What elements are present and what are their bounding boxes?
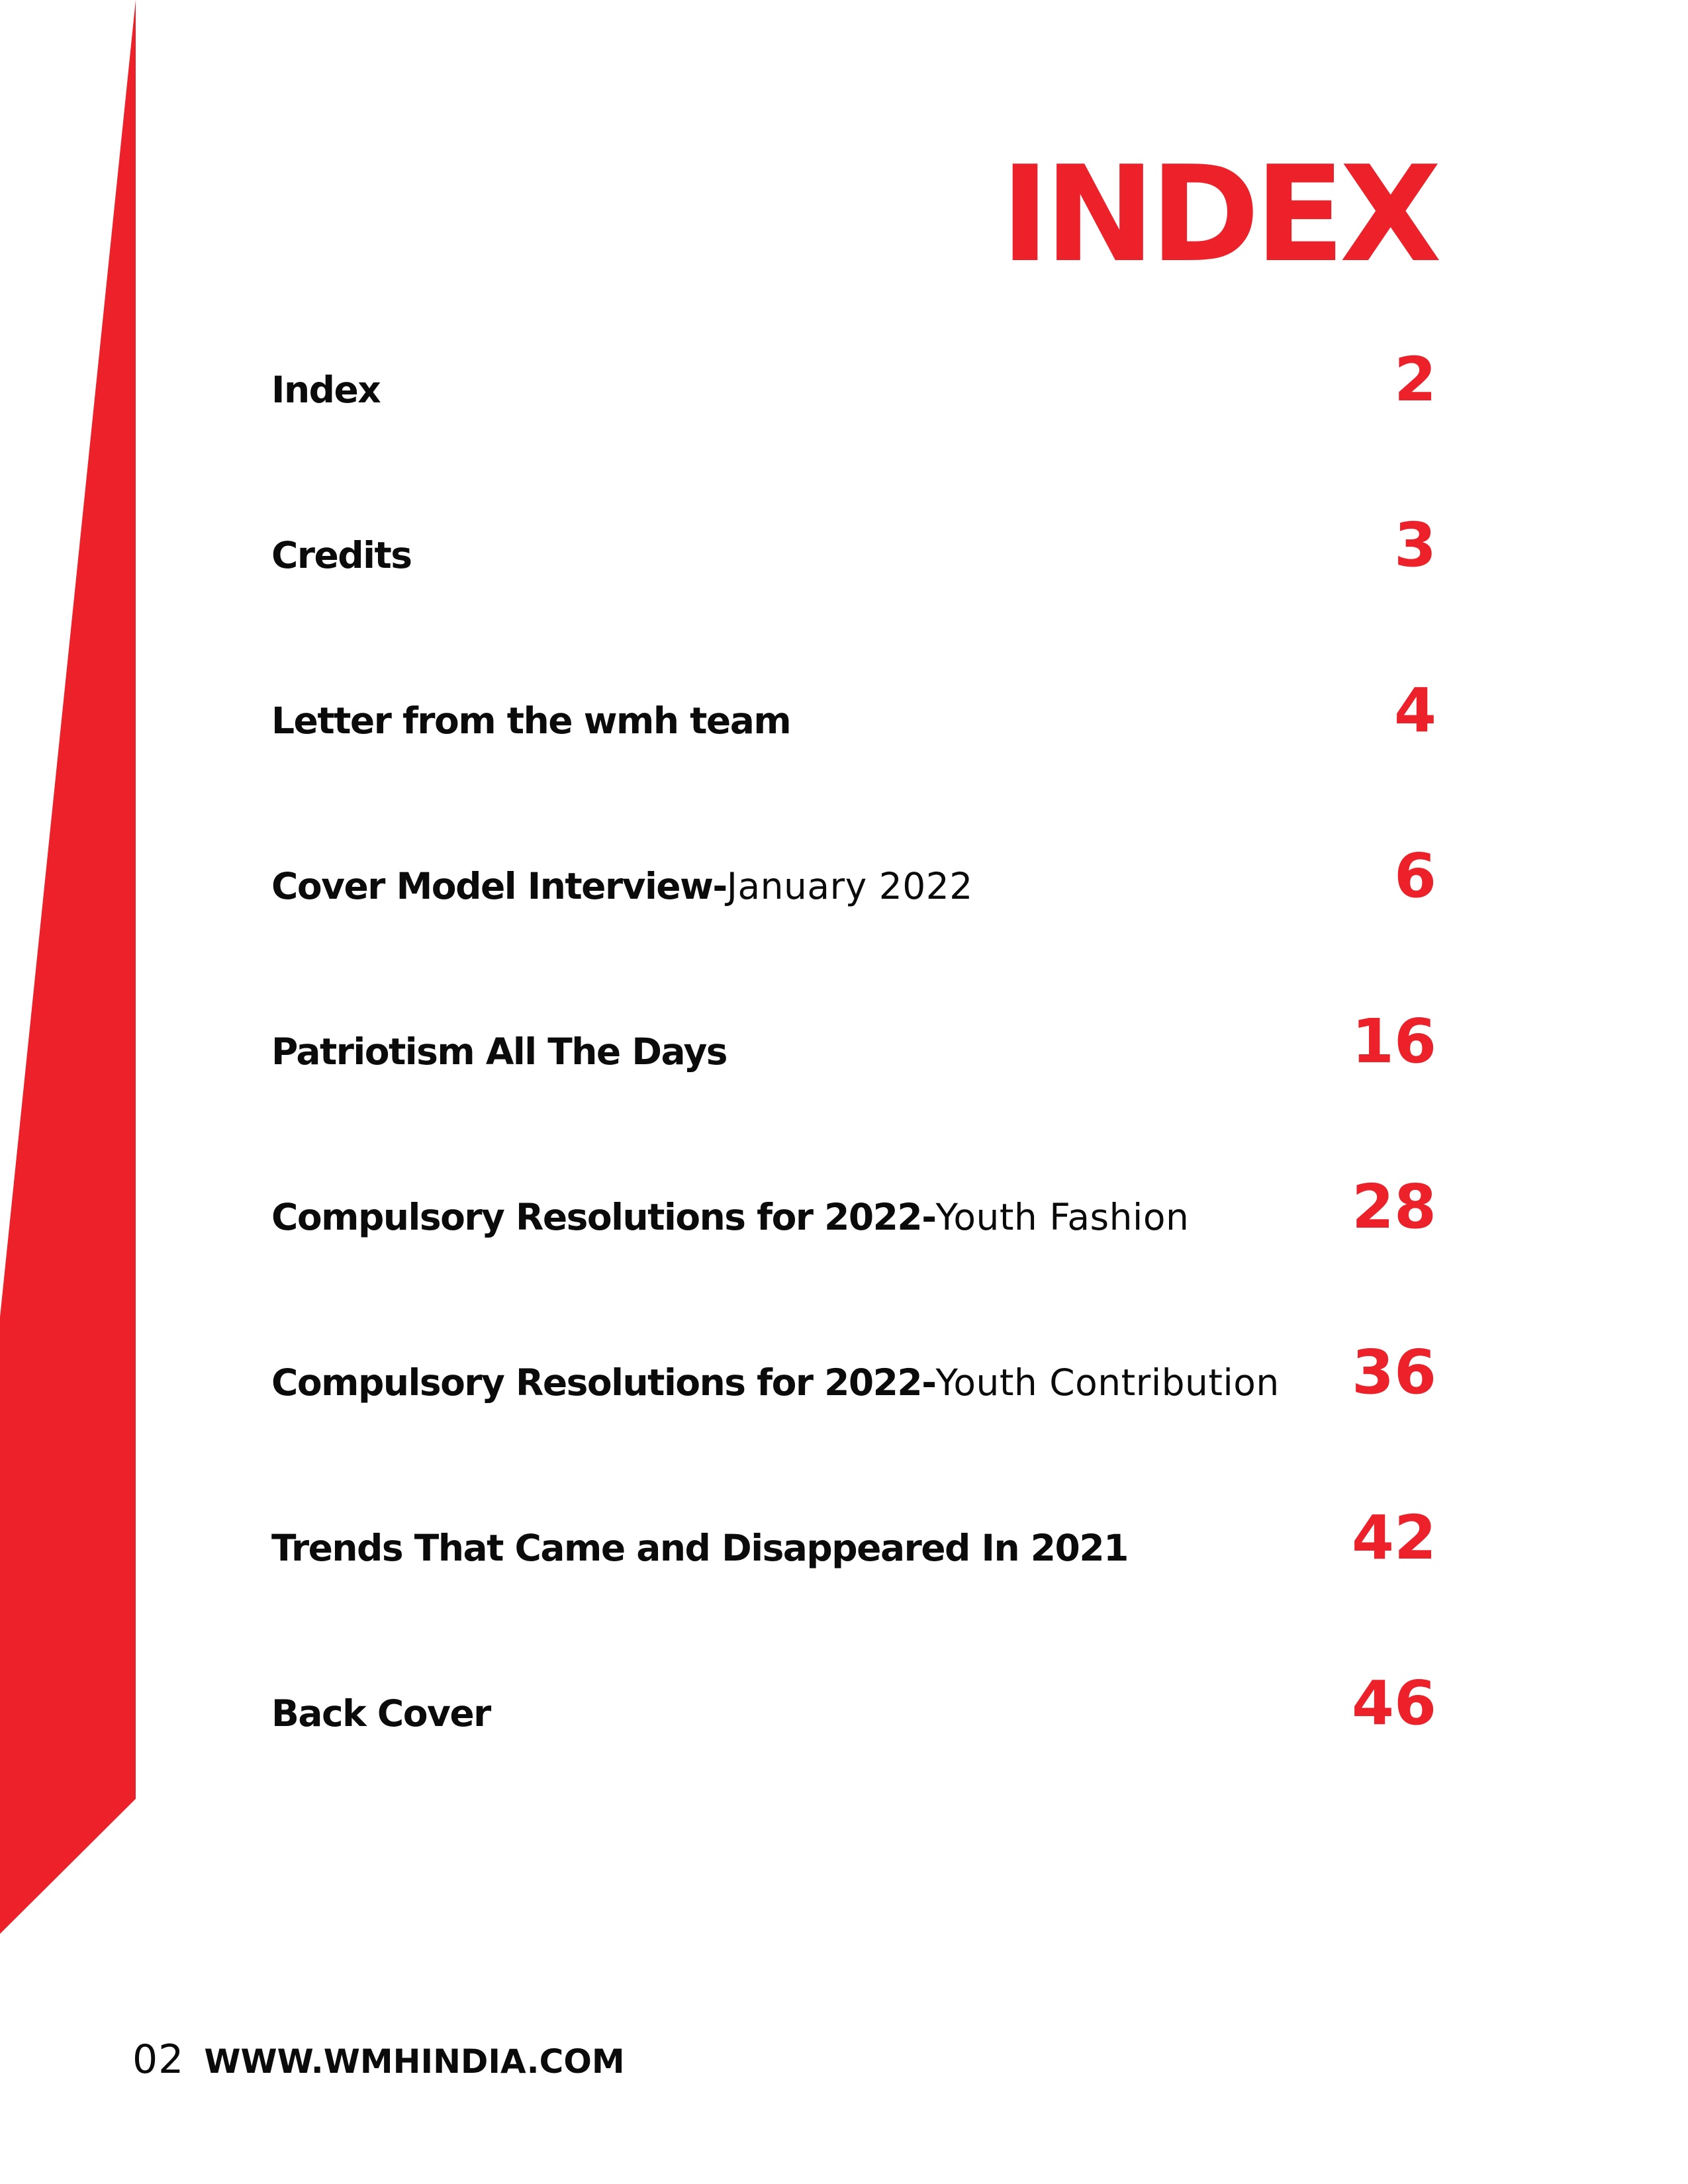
entry-title: Credits [271,534,412,576]
entry-page-number: 28 [1351,1171,1436,1242]
entry-title: Compulsory Resolutions for 2022- [271,1361,936,1404]
page-footer [132,2036,625,2083]
entry-page-number: 4 [1393,675,1436,746]
entry-title: Letter from the wmh team [271,700,791,742]
entry-label [271,1692,491,1735]
toc-entry-cover-model-interview[interactable] [271,841,1436,1011]
entry-label [271,1030,727,1073]
website-link[interactable]: WWW.WMHINDIA.COM [204,2042,625,2081]
entry-page-number: 36 [1351,1337,1436,1408]
entry-subtitle: Youth Contribution [935,1361,1280,1404]
toc-entry-index[interactable] [271,344,1436,515]
toc-entry-resolutions-fashion[interactable] [271,1171,1436,1342]
entry-label [271,700,791,742]
entry-label [271,1527,1128,1569]
entry-page-number: 2 [1393,344,1436,415]
entry-title: Cover Model Interview- [271,865,727,907]
entry-title: Trends That Came and Disappeared In 2021 [271,1527,1128,1569]
entry-title: Index [271,369,381,411]
red-decorative-shape [0,0,139,1959]
entry-page-number: 6 [1393,841,1436,911]
entry-label [271,1361,1280,1404]
toc-entry-back-cover[interactable] [271,1668,1436,1839]
entry-subtitle: Youth Fashion [935,1196,1190,1238]
entry-page-number: 42 [1351,1502,1436,1573]
toc-entry-resolutions-contribution[interactable] [271,1337,1436,1508]
toc-entry-letter[interactable] [271,675,1436,846]
entry-label [271,1196,1190,1238]
entry-label [271,534,412,576]
toc-entry-credits[interactable] [271,510,1436,680]
entry-title: Compulsory Resolutions for 2022- [271,1196,936,1238]
entry-subtitle: January 2022 [726,865,973,907]
toc-entry-patriotism[interactable] [271,1006,1436,1177]
entry-label [271,865,973,907]
entry-page-number: 3 [1393,510,1436,580]
page-title: INDEX [1000,138,1436,292]
entry-page-number: 46 [1351,1668,1436,1739]
table-of-contents [271,344,1436,1839]
toc-entry-trends[interactable] [271,1502,1436,1673]
entry-page-number: 16 [1351,1006,1436,1077]
entry-title: Patriotism All The Days [271,1030,727,1073]
entry-label [271,369,381,411]
footer-page-number: 02 [132,2036,185,2083]
entry-title: Back Cover [271,1692,491,1735]
